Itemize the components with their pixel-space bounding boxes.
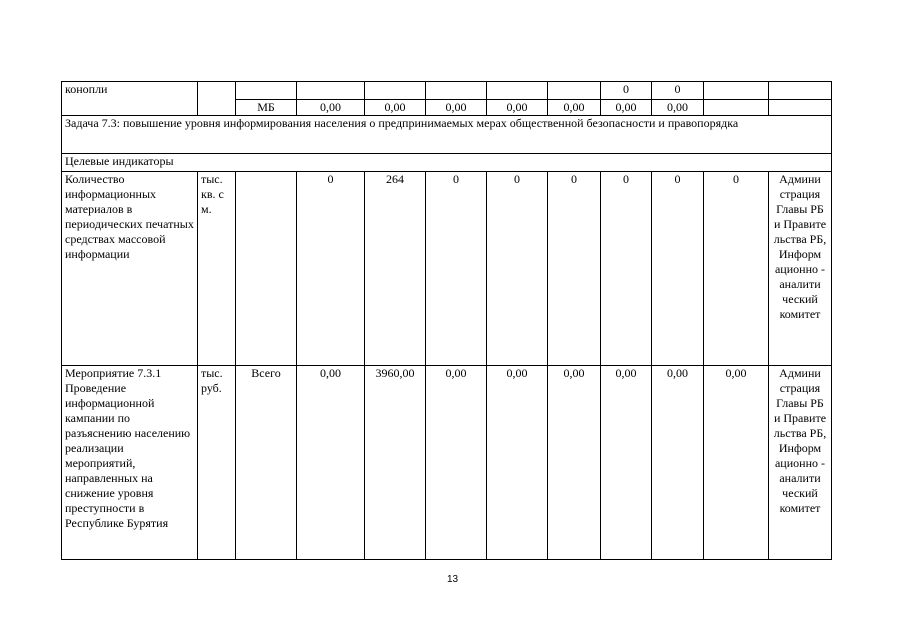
value-cell: 0,00 [601, 100, 652, 116]
value-cell: 0,00 [487, 366, 548, 560]
page-number: 13 [446, 574, 459, 585]
value-cell [426, 82, 487, 100]
value-cell: 0,00 [426, 100, 487, 116]
indicator-row [62, 172, 832, 366]
value-cell: 0 [426, 172, 487, 366]
task-row [62, 116, 832, 154]
value-cell: 0,00 [652, 366, 704, 560]
measure-responsible: Админи страция Главы РБ и Правите льства РБ, Информ ационно - аналити ческий комитет [769, 366, 832, 560]
value-cell: 0,00 [601, 366, 652, 560]
source-cell: МБ [236, 100, 297, 116]
value-cell: 0 [297, 172, 365, 366]
value-cell [365, 82, 426, 100]
table-row [62, 82, 832, 100]
unit-cell [198, 82, 236, 116]
value-cell: 0,00 [652, 100, 704, 116]
value-cell [297, 82, 365, 100]
source-cell [236, 82, 297, 100]
row-name-cell: конопли [62, 82, 198, 116]
value-cell: 0 [601, 82, 652, 100]
value-cell: 0 [704, 172, 769, 366]
value-cell: 0,00 [548, 100, 601, 116]
indicator-unit: тыс. кв. с м. [198, 172, 236, 366]
indicators-header: Целевые индикаторы [62, 154, 832, 172]
indicators-header-row [62, 154, 832, 172]
value-cell: 0 [601, 172, 652, 366]
measure-unit: тыс. руб. [198, 366, 236, 560]
value-cell [548, 82, 601, 100]
indicator-responsible: Админи страция Главы РБ и Правите льства РБ, Информ ационно - аналити ческий комитет [769, 172, 832, 366]
value-cell: 0 [548, 172, 601, 366]
measure-source: Всего [236, 366, 297, 560]
responsible-cell [769, 82, 832, 100]
measure-name: Мероприятие 7.3.1 Проведение информационной кампании по разъяснению населению реализации мероприятий, направленных на снижение уровня преступности в Республике Бурятия [62, 366, 198, 560]
value-cell: 0,00 [297, 366, 365, 560]
value-cell: 0,00 [365, 100, 426, 116]
value-cell: 0,00 [487, 100, 548, 116]
indicator-source [236, 172, 297, 366]
value-cell [704, 82, 769, 100]
responsible-cell [769, 100, 832, 116]
value-cell: 0,00 [704, 366, 769, 560]
measure-row [62, 366, 832, 560]
indicator-name: Количество информационных материалов в периодических печатных средствах массовой информации [62, 172, 198, 366]
value-cell: 0,00 [548, 366, 601, 560]
value-cell: 0 [652, 172, 704, 366]
value-cell: 264 [365, 172, 426, 366]
task-title: Задача 7.3: повышение уровня информирования населения о предпринимаемых мерах общественной безопасности и правопорядка [62, 116, 832, 154]
value-cell: 0 [652, 82, 704, 100]
value-cell: 0 [487, 172, 548, 366]
value-cell: 0,00 [426, 366, 487, 560]
value-cell [487, 82, 548, 100]
value-cell: 0,00 [297, 100, 365, 116]
program-table [61, 81, 832, 560]
value-cell [704, 100, 769, 116]
value-cell: 3960,00 [365, 366, 426, 560]
